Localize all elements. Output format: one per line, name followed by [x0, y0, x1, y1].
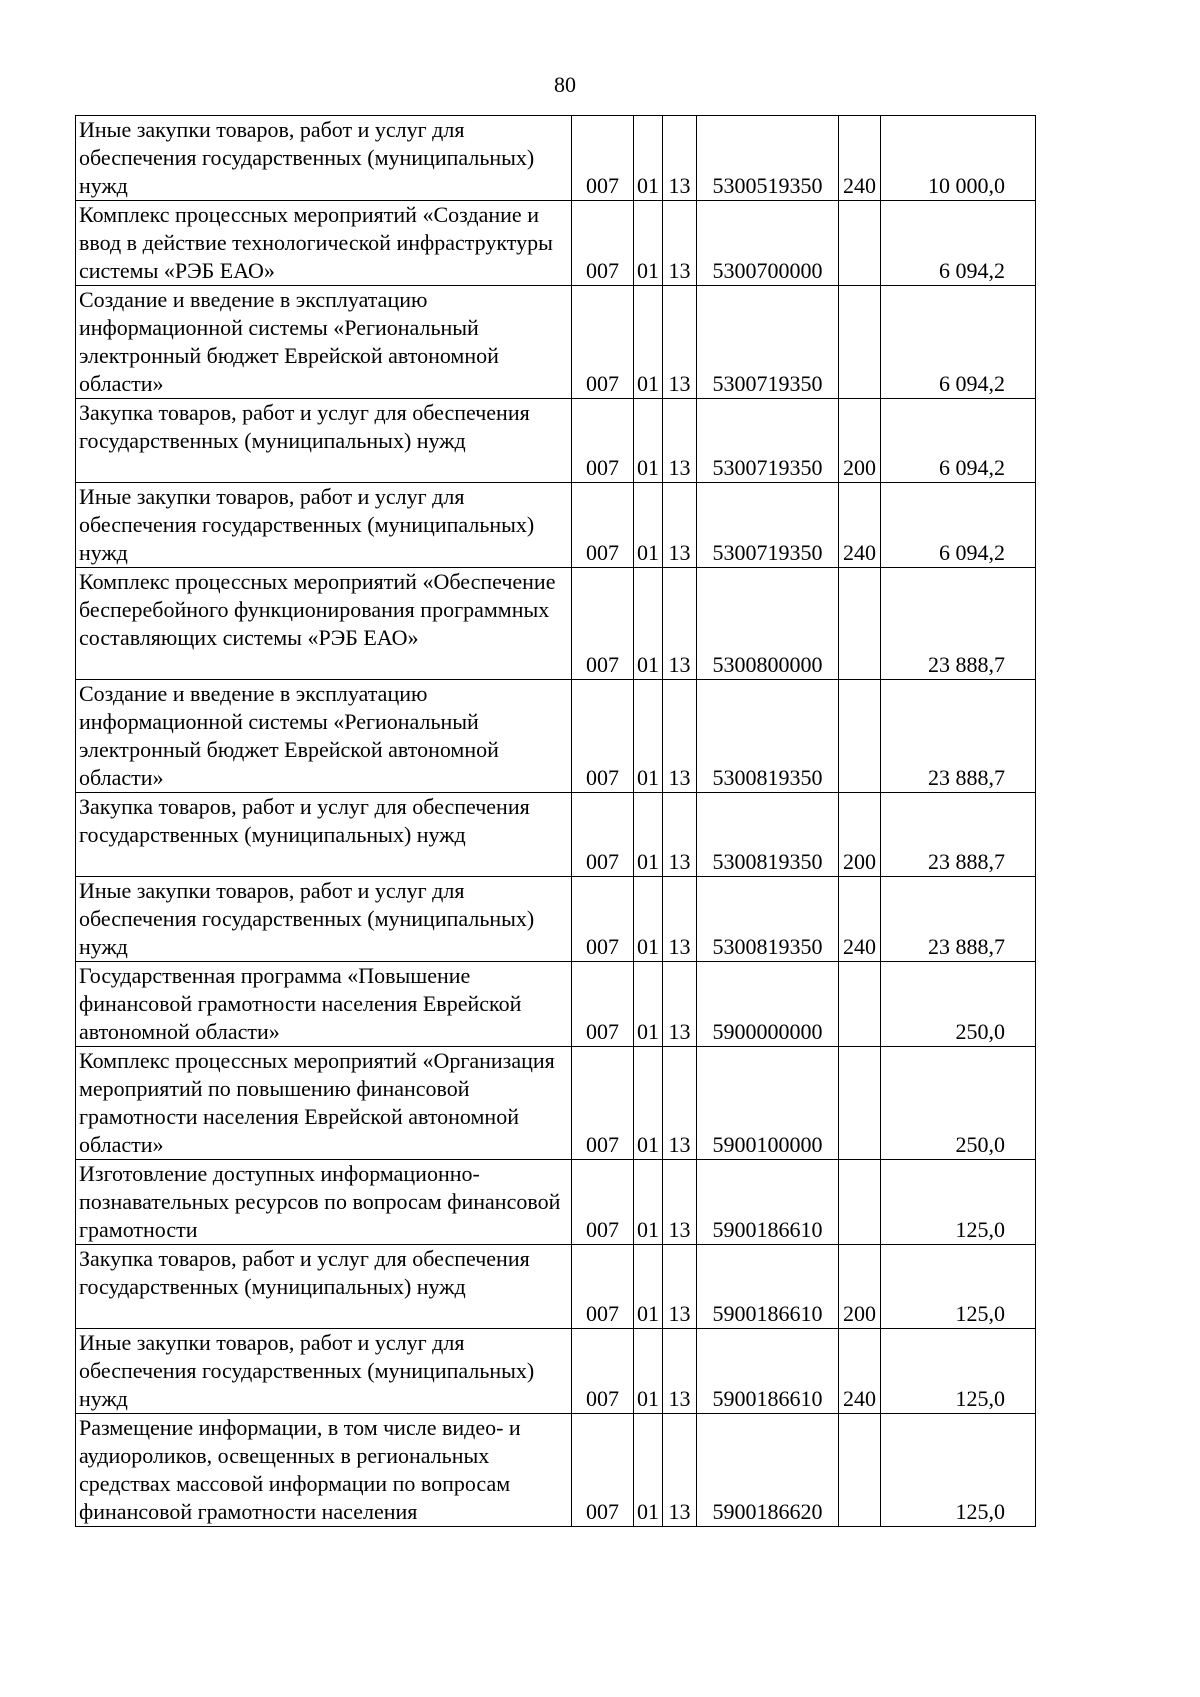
target-article-cell: 5900000000: [697, 962, 839, 1047]
amount-cell: 23 888,7: [881, 793, 1036, 877]
ministry-code-cell: 007: [572, 877, 634, 962]
subsection-code-cell: 13: [663, 1047, 697, 1160]
subsection-code-cell: 13: [663, 116, 697, 201]
ministry-code-cell: 007: [572, 793, 634, 877]
table-row: [76, 877, 1036, 962]
table-row: [76, 962, 1036, 1047]
target-article-cell: 5300819350: [697, 680, 839, 793]
subsection-code-cell: 13: [663, 962, 697, 1047]
table-row: [76, 399, 1036, 483]
ministry-code-cell: 007: [572, 1329, 634, 1414]
row-name-cell: Комплекс процессных мероприятий «Обеспечение бесперебойного функционирования программных составляющих системы «РЭБ ЕАО»: [76, 568, 572, 680]
amount-cell: 6 094,2: [881, 483, 1036, 568]
ministry-code-cell: 007: [572, 1160, 634, 1245]
expense-type-cell: 240: [839, 483, 881, 568]
target-article-cell: 5300819350: [697, 877, 839, 962]
expense-type-cell: [839, 680, 881, 793]
row-name-cell: Создание и введение в эксплуатацию информационной системы «Региональный электронный бюджет Еврейской автономной области»: [76, 680, 572, 793]
expense-type-cell: [839, 201, 881, 286]
expense-type-cell: 240: [839, 1329, 881, 1414]
expense-type-cell: 240: [839, 116, 881, 201]
page-number: 80: [554, 72, 576, 97]
row-name-cell: Закупка товаров, работ и услуг для обеспечения государственных (муниципальных) нужд: [76, 399, 572, 483]
expense-type-cell: [839, 568, 881, 680]
target-article-cell: 5900186610: [697, 1329, 839, 1414]
section-code-cell: 01: [634, 680, 663, 793]
row-name-cell: Комплекс процессных мероприятий «Создание и ввод в действие технологической инфраструктуры системы «РЭБ ЕАО»: [76, 201, 572, 286]
section-code-cell: 01: [634, 1329, 663, 1414]
ministry-code-cell: 007: [572, 116, 634, 201]
table-row: [76, 286, 1036, 399]
table-row: [76, 1160, 1036, 1245]
target-article-cell: 5300719350: [697, 399, 839, 483]
amount-cell: 6 094,2: [881, 399, 1036, 483]
section-code-cell: 01: [634, 568, 663, 680]
section-code-cell: 01: [634, 201, 663, 286]
section-code-cell: 01: [634, 116, 663, 201]
section-code-cell: 01: [634, 1414, 663, 1527]
subsection-code-cell: 13: [663, 399, 697, 483]
row-name-cell: Иные закупки товаров, работ и услуг для обеспечения государственных (муниципальных) нужд: [76, 116, 572, 201]
subsection-code-cell: 13: [663, 483, 697, 568]
target-article-cell: 5900100000: [697, 1047, 839, 1160]
section-code-cell: 01: [634, 1160, 663, 1245]
subsection-code-cell: 13: [663, 201, 697, 286]
target-article-cell: 5300519350: [697, 116, 839, 201]
budget-table: [75, 115, 1036, 1527]
table-body: [76, 116, 1036, 1527]
table-row: [76, 201, 1036, 286]
table-row: [76, 793, 1036, 877]
expense-type-cell: 200: [839, 793, 881, 877]
subsection-code-cell: 13: [663, 793, 697, 877]
ministry-code-cell: 007: [572, 1047, 634, 1160]
ministry-code-cell: 007: [572, 568, 634, 680]
amount-cell: 23 888,7: [881, 568, 1036, 680]
table-row: [76, 680, 1036, 793]
ministry-code-cell: 007: [572, 483, 634, 568]
expense-type-cell: 200: [839, 399, 881, 483]
section-code-cell: 01: [634, 399, 663, 483]
amount-cell: 6 094,2: [881, 201, 1036, 286]
subsection-code-cell: 13: [663, 1245, 697, 1329]
target-article-cell: 5300700000: [697, 201, 839, 286]
row-name-cell: Государственная программа «Повышение финансовой грамотности населения Еврейской автономной области»: [76, 962, 572, 1047]
subsection-code-cell: 13: [663, 1160, 697, 1245]
target-article-cell: 5300819350: [697, 793, 839, 877]
amount-cell: 10 000,0: [881, 116, 1036, 201]
table-row: [76, 568, 1036, 680]
target-article-cell: 5300719350: [697, 483, 839, 568]
expense-type-cell: [839, 286, 881, 399]
amount-cell: 125,0: [881, 1329, 1036, 1414]
ministry-code-cell: 007: [572, 399, 634, 483]
target-article-cell: 5900186610: [697, 1160, 839, 1245]
section-code-cell: 01: [634, 877, 663, 962]
table-row: [76, 1047, 1036, 1160]
amount-cell: 23 888,7: [881, 877, 1036, 962]
subsection-code-cell: 13: [663, 1329, 697, 1414]
row-name-cell: Создание и введение в эксплуатацию информационной системы «Региональный электронный бюджет Еврейской автономной области»: [76, 286, 572, 399]
ministry-code-cell: 007: [572, 201, 634, 286]
row-name-cell: Комплекс процессных мероприятий «Организация мероприятий по повышению финансовой грамотности населения Еврейской автономной области»: [76, 1047, 572, 1160]
subsection-code-cell: 13: [663, 1414, 697, 1527]
row-name-cell: Иные закупки товаров, работ и услуг для обеспечения государственных (муниципальных) нужд: [76, 877, 572, 962]
ministry-code-cell: 007: [572, 286, 634, 399]
table-row: [76, 1329, 1036, 1414]
section-code-cell: 01: [634, 483, 663, 568]
row-name-cell: Иные закупки товаров, работ и услуг для обеспечения государственных (муниципальных) нужд: [76, 1329, 572, 1414]
section-code-cell: 01: [634, 1047, 663, 1160]
subsection-code-cell: 13: [663, 680, 697, 793]
table-row: [76, 1245, 1036, 1329]
ministry-code-cell: 007: [572, 680, 634, 793]
table-row: [76, 1414, 1036, 1527]
amount-cell: 125,0: [881, 1245, 1036, 1329]
section-code-cell: 01: [634, 962, 663, 1047]
expense-type-cell: [839, 1414, 881, 1527]
table-row: [76, 116, 1036, 201]
row-name-cell: Размещение информации, в том числе видео- и аудиороликов, освещенных в региональных средствах массовой информации по вопросам финансовой грамотности населения: [76, 1414, 572, 1527]
subsection-code-cell: 13: [663, 877, 697, 962]
amount-cell: 250,0: [881, 962, 1036, 1047]
section-code-cell: 01: [634, 793, 663, 877]
target-article-cell: 5300719350: [697, 286, 839, 399]
expense-type-cell: [839, 1047, 881, 1160]
ministry-code-cell: 007: [572, 1414, 634, 1527]
section-code-cell: 01: [634, 286, 663, 399]
table-row: [76, 483, 1036, 568]
row-name-cell: Закупка товаров, работ и услуг для обеспечения государственных (муниципальных) нужд: [76, 793, 572, 877]
row-name-cell: Закупка товаров, работ и услуг для обеспечения государственных (муниципальных) нужд: [76, 1245, 572, 1329]
ministry-code-cell: 007: [572, 1245, 634, 1329]
section-code-cell: 01: [634, 1245, 663, 1329]
expense-type-cell: [839, 1160, 881, 1245]
amount-cell: 125,0: [881, 1160, 1036, 1245]
amount-cell: 6 094,2: [881, 286, 1036, 399]
target-article-cell: 5300800000: [697, 568, 839, 680]
target-article-cell: 5900186620: [697, 1414, 839, 1527]
row-name-cell: Иные закупки товаров, работ и услуг для обеспечения государственных (муниципальных) нужд: [76, 483, 572, 568]
subsection-code-cell: 13: [663, 286, 697, 399]
amount-cell: 125,0: [881, 1414, 1036, 1527]
expense-type-cell: 240: [839, 877, 881, 962]
expense-type-cell: [839, 962, 881, 1047]
subsection-code-cell: 13: [663, 568, 697, 680]
target-article-cell: 5900186610: [697, 1245, 839, 1329]
row-name-cell: Изготовление доступных информационно-познавательных ресурсов по вопросам финансовой грамотности: [76, 1160, 572, 1245]
amount-cell: 23 888,7: [881, 680, 1036, 793]
expense-type-cell: 200: [839, 1245, 881, 1329]
ministry-code-cell: 007: [572, 962, 634, 1047]
amount-cell: 250,0: [881, 1047, 1036, 1160]
